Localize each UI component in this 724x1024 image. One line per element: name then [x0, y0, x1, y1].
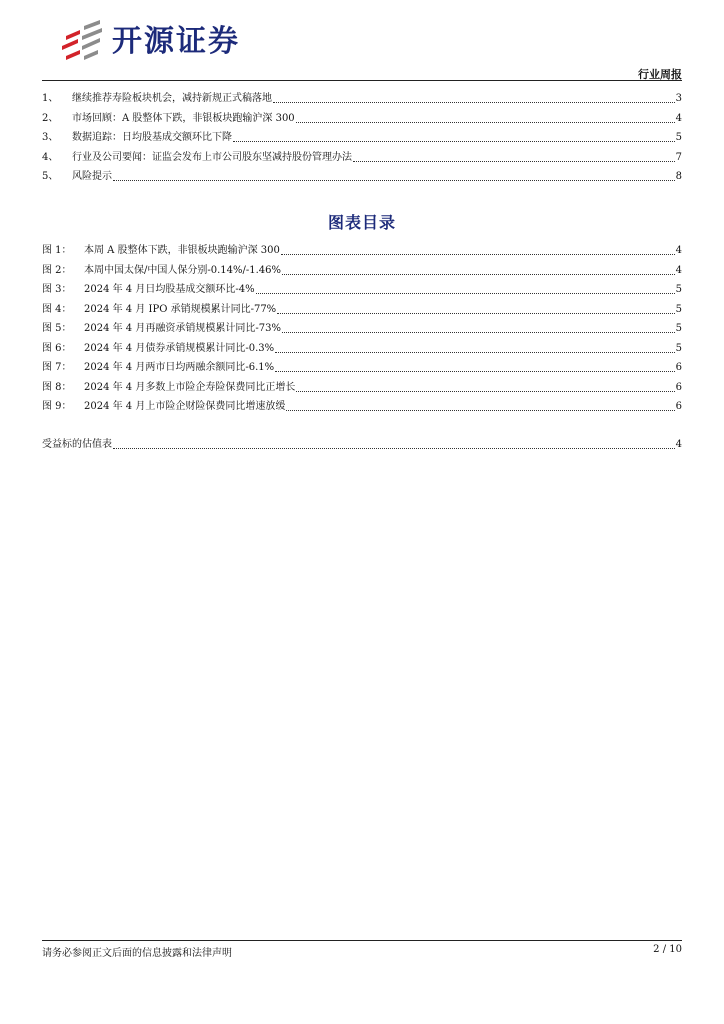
figure-item-page: 6 — [675, 381, 682, 393]
toc-item-page: 8 — [675, 171, 682, 182]
toc-item-number: 1、 — [42, 93, 59, 104]
figure-item[interactable] — [42, 358, 682, 378]
table-of-contents — [42, 89, 682, 187]
figure-item[interactable] — [42, 241, 682, 261]
toc-item-page: 5 — [675, 132, 682, 143]
dot-leader — [113, 180, 675, 181]
report-type-label: 行业周报 — [638, 68, 682, 81]
figure-item-page: 5 — [675, 342, 682, 354]
figure-item-page: 6 — [675, 362, 682, 373]
company-name: 开源证券 — [112, 24, 240, 59]
figure-item-page: 4 — [675, 264, 682, 276]
kaiyuan-logo-mark-icon — [60, 20, 108, 64]
figure-item[interactable] — [42, 280, 682, 300]
figure-item-page: 5 — [675, 323, 682, 334]
dot-leader — [277, 313, 674, 314]
figure-item-page: 6 — [675, 401, 682, 412]
figure-item-number: 图 5： — [42, 323, 72, 334]
figure-item-title: 本周中国太保/中国人保分别-0.14%/-1.46% — [84, 264, 282, 276]
toc-item[interactable] — [42, 109, 682, 129]
table-item-title: 受益标的估值表 — [42, 439, 112, 450]
toc-item-page: 3 — [675, 93, 682, 104]
dot-leader — [275, 352, 674, 353]
figure-item-title: 2024 年 4 月再融资承销规模累计同比-73% — [84, 323, 281, 334]
figure-item-page: 5 — [675, 284, 682, 295]
figure-item[interactable] — [42, 300, 682, 320]
footer-divider — [42, 940, 682, 941]
figure-item-title: 2024 年 4 月 IPO 承销规模累计同比-77% — [84, 303, 277, 315]
table-item-page: 4 — [675, 439, 682, 450]
dot-leader — [296, 391, 674, 392]
figure-item[interactable] — [42, 397, 682, 417]
toc-item-number: 3、 — [42, 132, 59, 143]
figure-item-title: 本周 A 股整体下跌，非银板块跑输沪深 300 — [84, 245, 280, 256]
figure-item-number: 图 2： — [42, 264, 72, 276]
figure-item-number: 图 1： — [42, 245, 72, 256]
dot-leader — [286, 410, 674, 411]
dot-leader — [275, 371, 674, 372]
figure-item-page: 5 — [675, 303, 682, 315]
dot-leader — [281, 254, 675, 255]
dot-leader — [296, 122, 675, 123]
figure-item-number: 图 3： — [42, 284, 72, 295]
figure-item-number: 图 9： — [42, 401, 72, 412]
figure-item-title: 2024 年 4 月日均股基成交额环比-4% — [84, 284, 255, 295]
figure-item-number: 图 7： — [42, 362, 72, 373]
toc-item[interactable] — [42, 89, 682, 109]
list-of-figures — [42, 241, 682, 417]
toc-item-number: 5、 — [42, 171, 59, 182]
list-of-tables — [42, 435, 682, 455]
toc-item-title: 风险提示 — [72, 171, 112, 182]
page-number: 2 / 10 — [653, 944, 682, 955]
toc-item[interactable] — [42, 167, 682, 187]
dot-leader — [256, 293, 675, 294]
toc-item[interactable] — [42, 148, 682, 168]
company-logo — [60, 20, 240, 64]
toc-item-number: 2、 — [42, 112, 59, 124]
figures-list-heading: 图表目录 — [327, 213, 396, 232]
figure-item-page: 4 — [675, 245, 682, 256]
figure-item-title: 2024 年 4 月上市险企财险保费同比增速放缓 — [84, 401, 286, 412]
figure-item-number: 图 8： — [42, 381, 72, 393]
figure-item[interactable] — [42, 378, 682, 398]
toc-item-title: 行业及公司要闻：证监会发布上市公司股东坚减持股份管理办法 — [72, 151, 352, 163]
figure-item-title: 2024 年 4 月多数上市险企寿险保费同比正增长 — [84, 381, 296, 393]
toc-item-title: 市场回顾：A 股整体下跌，非银板块跑输沪深 300 — [72, 112, 295, 124]
figure-item[interactable] — [42, 339, 682, 359]
toc-item[interactable] — [42, 128, 682, 148]
dot-leader — [113, 448, 675, 449]
figure-item-title: 2024 年 4 月两市日均两融余额同比-6.1% — [84, 362, 275, 373]
table-item[interactable] — [42, 435, 682, 455]
figure-item[interactable] — [42, 261, 682, 281]
dot-leader — [273, 102, 675, 103]
figure-item[interactable] — [42, 319, 682, 339]
toc-item-page: 4 — [675, 112, 682, 124]
toc-item-page: 7 — [675, 151, 682, 163]
dot-leader — [282, 274, 675, 275]
figure-item-number: 图 4： — [42, 303, 72, 315]
toc-item-number: 4、 — [42, 151, 59, 163]
footer-disclaimer: 请务必参阅正文后面的信息披露和法律声明 — [42, 948, 232, 959]
dot-leader — [282, 332, 675, 333]
dot-leader — [353, 161, 675, 162]
figure-item-title: 2024 年 4 月债券承销规模累计同比-0.3% — [84, 342, 275, 354]
header-divider — [42, 80, 682, 81]
toc-item-title: 数据追踪：日均股基成交额环比下降 — [72, 132, 232, 143]
toc-item-title: 继续推荐寿险板块机会，减持新规正式稿落地 — [72, 93, 272, 104]
figure-item-number: 图 6： — [42, 342, 72, 354]
dot-leader — [233, 141, 675, 142]
